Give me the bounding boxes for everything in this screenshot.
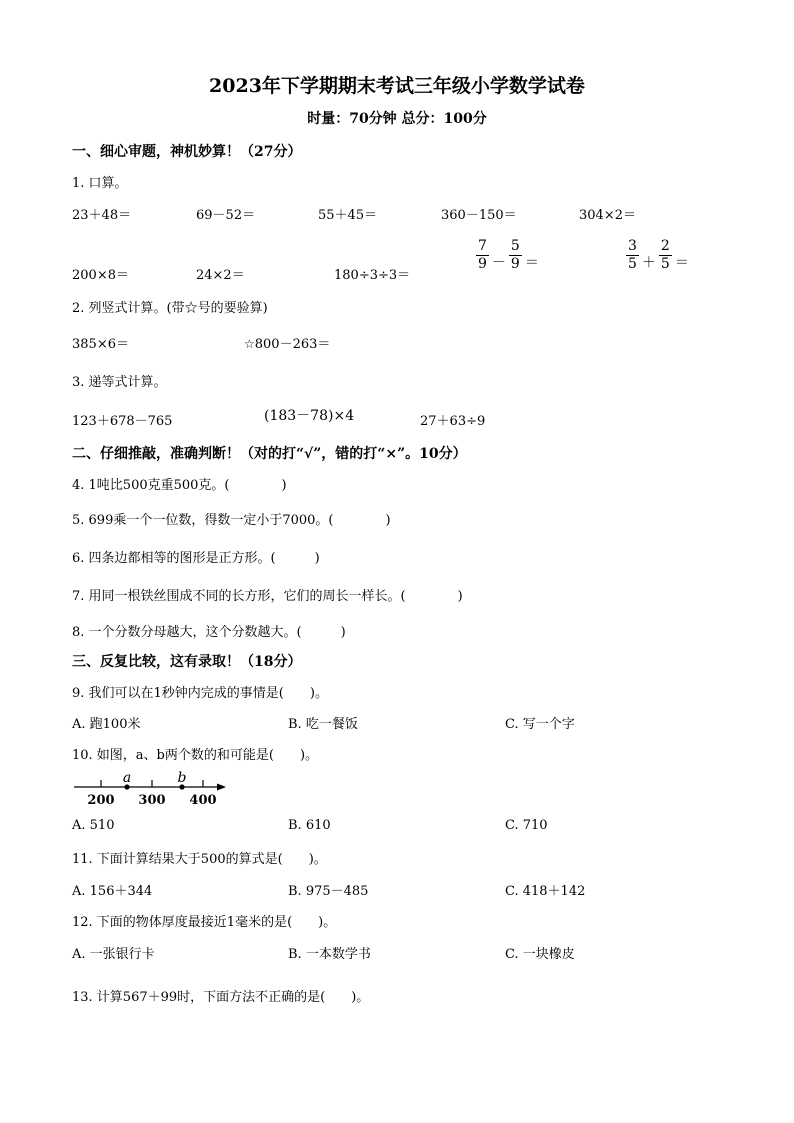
calc-item: 360－150＝ (441, 208, 517, 223)
calc-item: 123＋678－765 (72, 414, 173, 429)
fraction (659, 238, 672, 273)
denominator: 9 (510, 256, 520, 272)
equals-sign: ＝ (524, 254, 539, 271)
tick-label: 200 (87, 793, 115, 808)
point-b-label: b (177, 770, 187, 786)
fraction-expression-1 (476, 238, 542, 273)
q10-stem: 10. 如图，a、b两个数的和可能是( )。 (72, 748, 319, 763)
calc-item: 27＋63÷9 (420, 414, 486, 429)
denominator: 9 (478, 256, 487, 272)
option-b: B. 一本数学书 (288, 947, 371, 962)
judge-item: 4. 1吨比500克重500克。( ) (72, 478, 287, 493)
calc-item-starred (244, 333, 330, 352)
judge-item: 7. 用同一根铁丝围成不同的长方形，它们的周长一样长。( ) (72, 589, 463, 604)
denominator: 5 (660, 256, 670, 272)
calc-item: 304×2＝ (579, 208, 636, 223)
fraction (476, 238, 489, 273)
denominator: 5 (628, 256, 637, 272)
fraction-expression-2 (626, 238, 692, 273)
option-a: A. 510 (72, 818, 115, 833)
numerator: 7 (478, 238, 487, 254)
q2-label: 2. 列竖式计算。(带☆号的要验算) (72, 301, 268, 316)
operator: － (491, 254, 506, 271)
q1-label: 1. 口算。 (72, 176, 128, 191)
calc-item: 23＋48＝ (72, 208, 132, 223)
option-a: A. 156＋344 (72, 884, 153, 899)
q12-stem: 12. 下面的物体厚度最接近1毫米的是( )。 (72, 915, 337, 930)
numerator: 3 (628, 238, 637, 254)
option-a: A. 跑100米 (72, 717, 141, 732)
exam-info: 时量：70分钟 总分：100分 (307, 111, 487, 127)
calc-item: (183－78)×4 (264, 408, 355, 424)
calc-item: 55＋45＝ (318, 208, 378, 223)
calc-text: 800－263＝ (254, 337, 331, 352)
arrow-icon (217, 784, 226, 791)
calc-item: 200×8＝ (72, 268, 129, 283)
tick-label: 300 (138, 793, 166, 808)
option-c: C. 写一个字 (505, 717, 575, 732)
tick-label: 400 (189, 793, 217, 808)
judge-item: 5. 699乘一个一位数，得数一定小于7000。( ) (72, 513, 391, 528)
q9-stem: 9. 我们可以在1秒钟内完成的事情是( )。 (72, 686, 328, 701)
page-title: 2023年下学期期末考试三年级小学数学试卷 (209, 75, 585, 97)
q11-stem: 11. 下面计算结果大于500的算式是( )。 (72, 852, 327, 867)
q13-stem: 13. 计算567＋99时，下面方法不正确的是( )。 (72, 990, 370, 1005)
star-icon: ☆ (244, 337, 255, 351)
section-2-heading: 二、仔细推敲，准确判断！（对的打“√”，错的打“×”。10分） (72, 446, 467, 462)
fraction (626, 238, 639, 273)
option-b: B. 610 (288, 818, 331, 833)
option-c: C. 一块橡皮 (505, 947, 575, 962)
numerator: 5 (510, 238, 520, 254)
calc-item: 69－52＝ (196, 208, 256, 223)
option-b: B. 975－485 (288, 884, 369, 899)
option-b: B. 吃一餐饭 (288, 717, 358, 732)
calc-item: 24×2＝ (196, 268, 245, 283)
equals-sign: ＝ (674, 254, 689, 271)
option-c: C. 710 (505, 818, 548, 833)
section-3-heading: 三、反复比较，这有录取！（18分） (72, 654, 302, 670)
fraction (509, 238, 522, 273)
judge-item: 8. 一个分数分母越大，这个分数越大。( ) (72, 625, 346, 640)
operator: ＋ (641, 254, 656, 271)
point-a-label: a (122, 770, 132, 786)
q3-label: 3. 递等式计算。 (72, 375, 167, 390)
section-1-heading: 一、细心审题，神机妙算！（27分） (72, 144, 302, 160)
calc-item: 180÷3÷3＝ (334, 268, 411, 283)
calc-item: 385×6＝ (72, 337, 129, 352)
number-line (70, 770, 230, 810)
judge-item: 6. 四条边都相等的图形是正方形。( ) (72, 551, 320, 566)
numerator: 2 (660, 238, 670, 254)
option-a: A. 一张银行卡 (72, 947, 155, 962)
option-c: C. 418＋142 (505, 884, 586, 899)
